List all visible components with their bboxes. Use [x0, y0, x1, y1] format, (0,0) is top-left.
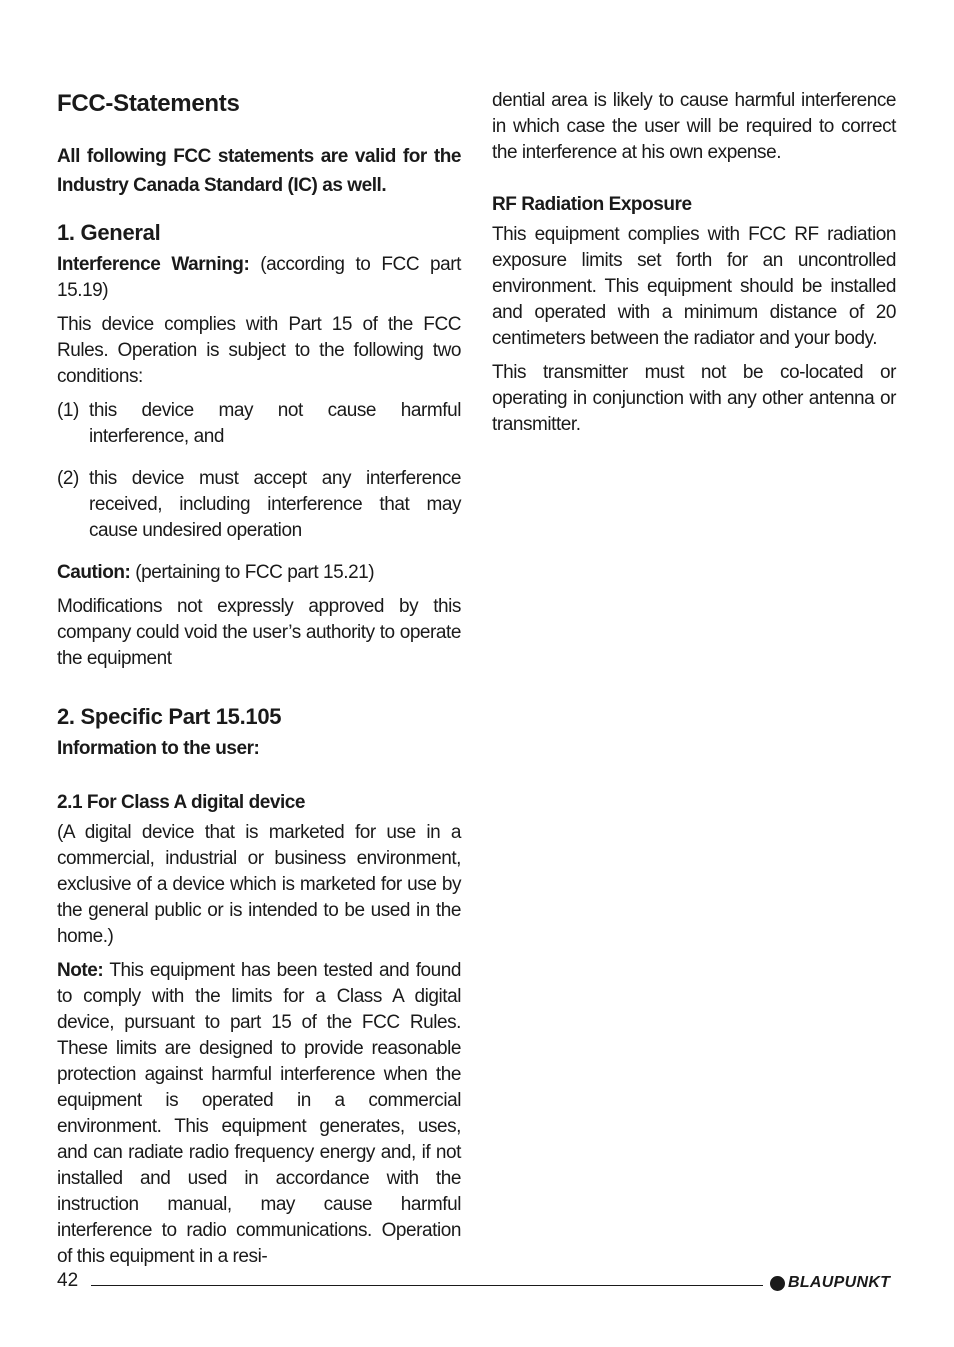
note-paragraph	[57, 958, 461, 1270]
note-text: This equipment has been tested and found to comply with the limits for a Class A digital device, pursuant to part 15 of the FCC Rules. These limits are designed to provide reasonable protection against harmful interference when the equipment is operated in a commercial environment. This equipment generates, uses, and can radiate radio frequency energy and, if not installed and used in accordance with the instruction manual, may cause harmful interference to radio communications. Operation of this equipment in a resi-	[57, 960, 461, 1267]
condition-item	[57, 466, 461, 544]
condition-number: (2)	[57, 468, 79, 489]
complies-paragraph: This device complies with Part 15 of the FCC Rules. Operation is subject to the following two conditions:	[57, 314, 461, 387]
rf-paragraph: This equipment complies with FCC RF radiation exposure limits set forth for an uncontrolled environment. This equipment should be installed and operated with a minimum distance of 20 centimeters between the radiator and your body.	[492, 224, 896, 349]
condition-text: this device may not cause harmful interference, and	[89, 400, 461, 447]
caution-label: Caution:	[57, 562, 131, 583]
page-number: 42	[57, 1270, 79, 1291]
class-a-paragraph: (A digital device that is marketed for use in a commercial, industrial or business environment, exclusive of a device which is marketed for use by the general public or is intended to be used in the home.)	[57, 822, 461, 947]
brand-name: BLAUPUNKT	[788, 1274, 891, 1291]
condition-number: (1)	[57, 400, 79, 421]
general-heading: 1. General	[57, 220, 161, 245]
page-title: FCC-Statements	[57, 90, 240, 117]
caution-paragraph	[57, 560, 461, 586]
brand-logo	[770, 1274, 890, 1292]
caution-text: (pertaining to FCC part 15.21)	[130, 562, 375, 583]
rf-heading: RF Radiation Exposure	[492, 194, 692, 215]
continued-paragraph: dential area is likely to cause harmful interference in which case the user will be required to correct the interference at his own expense.	[492, 90, 896, 163]
interference-warning-paragraph	[57, 252, 461, 304]
interference-warning-label: Interference Warning:	[57, 254, 250, 275]
transmitter-paragraph: This transmitter must not be co-located or operating in conjunction with any other antenna or transmitter.	[492, 362, 896, 435]
logo-dot-icon	[770, 1276, 785, 1291]
right-column	[492, 88, 896, 446]
class-a-heading: 2.1 For Class A digital device	[57, 792, 306, 813]
modifications-paragraph: Modifications not expressly approved by this company could void the user’s authority to operate the equipment	[57, 596, 461, 669]
condition-item	[57, 398, 461, 450]
interference-warning-text: (according to FCC part 15.19)	[57, 254, 461, 301]
lead-statement: All following FCC statements are valid for the Industry Canada Standard (IC) as well.	[57, 146, 461, 196]
footer-divider	[91, 1285, 763, 1286]
left-column	[57, 88, 461, 1278]
note-label: Note:	[57, 960, 104, 981]
specific-heading: 2. Specific Part 15.105	[57, 704, 282, 729]
condition-text: this device must accept any interference received, including interference that may cause undesired operation	[89, 468, 461, 541]
info-heading: Information to the user:	[57, 738, 260, 759]
